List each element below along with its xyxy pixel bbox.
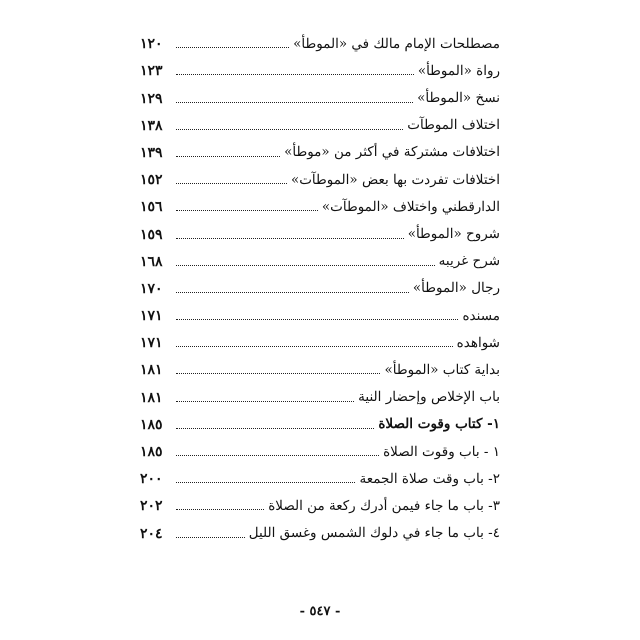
dot-leader bbox=[176, 182, 287, 184]
toc-entry-title: رواة «الموطأ» bbox=[417, 62, 500, 79]
toc-entry bbox=[140, 405, 500, 432]
toc-entry bbox=[140, 214, 500, 241]
toc-entry-title: اختلافات تفردت بها بعض «الموطآت» bbox=[290, 171, 500, 188]
toc-page-number: ٢٠٤ bbox=[140, 525, 163, 542]
dot-leader bbox=[176, 536, 245, 538]
toc-page-number: ٢٠٢ bbox=[140, 498, 163, 515]
dot-leader bbox=[176, 237, 404, 239]
dot-leader bbox=[176, 73, 414, 75]
toc-entry bbox=[140, 106, 500, 133]
toc-page-number: ١٥٢ bbox=[140, 172, 163, 189]
toc-page-number: ٢٠٠ bbox=[140, 471, 163, 488]
dot-leader bbox=[176, 481, 355, 483]
toc-page-number: ١٥٩ bbox=[140, 226, 163, 243]
page-number: - ٥٤٧ - bbox=[299, 604, 341, 619]
dot-leader bbox=[176, 427, 374, 429]
toc-entry-title: رجال «الموطأ» bbox=[412, 280, 500, 297]
dot-leader bbox=[176, 454, 379, 456]
table-of-contents bbox=[140, 24, 500, 541]
toc-entry-title: مصطلحات الإمام مالك في «الموطأ» bbox=[293, 35, 500, 52]
toc-page-number: ١٥٦ bbox=[140, 199, 163, 216]
toc-page-number: ١٧١ bbox=[140, 308, 163, 325]
toc-entry bbox=[140, 323, 500, 350]
dot-leader bbox=[176, 46, 289, 48]
toc-entry-title: شروح «الموطأ» bbox=[407, 226, 500, 242]
dot-leader bbox=[176, 345, 453, 347]
dot-leader bbox=[176, 372, 380, 374]
toc-page-number: ١٧٠ bbox=[140, 280, 163, 297]
dot-leader bbox=[176, 264, 435, 266]
toc-page-number: ١٢٣ bbox=[140, 63, 163, 80]
toc-page-number: ١٦٨ bbox=[140, 253, 163, 270]
dot-leader bbox=[176, 291, 409, 293]
toc-entry bbox=[140, 187, 500, 214]
toc-chapter-title: ١- كتاب وقوت الصلاة bbox=[378, 416, 500, 433]
toc-entry bbox=[140, 78, 500, 105]
toc-page-number: ١٢٠ bbox=[140, 36, 163, 53]
toc-entry-title: شواهده bbox=[456, 334, 500, 351]
toc-entry-title: الدارقطني واختلاف «الموطآت» bbox=[321, 198, 500, 215]
dot-leader bbox=[176, 508, 264, 510]
dot-leader bbox=[176, 128, 403, 130]
toc-page-number: ١٧١ bbox=[140, 335, 163, 352]
toc-entry bbox=[140, 377, 500, 404]
dot-leader bbox=[176, 209, 318, 211]
dot-leader bbox=[176, 155, 280, 157]
toc-entry-title: ٣- باب ما جاء فيمن أدرك ركعة من الصلاة bbox=[268, 497, 500, 514]
toc-entry bbox=[140, 160, 500, 187]
toc-entry bbox=[140, 459, 500, 486]
dot-leader bbox=[176, 318, 458, 320]
toc-entry bbox=[140, 51, 500, 78]
toc-entry bbox=[140, 242, 500, 269]
toc-page-number: ١٣٨ bbox=[140, 117, 163, 134]
toc-page-number: ١٨٥ bbox=[140, 416, 163, 433]
toc-entry bbox=[140, 513, 500, 540]
toc-page-number: ١٨١ bbox=[140, 389, 163, 406]
toc-entry-title: ٢- باب وقت صلاة الجمعة bbox=[359, 470, 500, 487]
toc-entry-title: نسخ «الموطأ» bbox=[417, 90, 500, 107]
toc-entry-title: ٤- باب ما جاء في دلوك الشمس وغسق الليل bbox=[248, 525, 500, 542]
toc-entry-title: باب الإخلاص وإحضار النية bbox=[358, 389, 500, 406]
toc-page-number: ١٨١ bbox=[140, 362, 163, 379]
toc-entry-title: شرح غريبه bbox=[438, 253, 500, 270]
toc-entry bbox=[140, 269, 500, 296]
toc-entry bbox=[140, 486, 500, 513]
toc-entry-title: بداية كتاب «الموطأ» bbox=[384, 361, 500, 378]
toc-entry-title: اختلاف الموطآت bbox=[407, 117, 500, 134]
toc-page-number: ١٢٩ bbox=[140, 90, 163, 107]
toc-entry-title: مسنده bbox=[462, 307, 500, 324]
dot-leader bbox=[176, 101, 413, 103]
toc-entry bbox=[140, 350, 500, 377]
toc-entry-title: اختلافات مشتركة في أكثر من «موطأ» bbox=[284, 144, 500, 161]
toc-entry bbox=[140, 296, 500, 323]
toc-entry bbox=[140, 432, 500, 459]
toc-entry-title: ١ - باب وقوت الصلاة bbox=[383, 443, 500, 460]
dot-leader bbox=[176, 400, 354, 402]
toc-page-number: ١٨٥ bbox=[140, 444, 163, 460]
toc-page-number: ١٣٩ bbox=[140, 144, 163, 161]
toc-entry bbox=[140, 24, 500, 51]
toc-entry bbox=[140, 133, 500, 160]
